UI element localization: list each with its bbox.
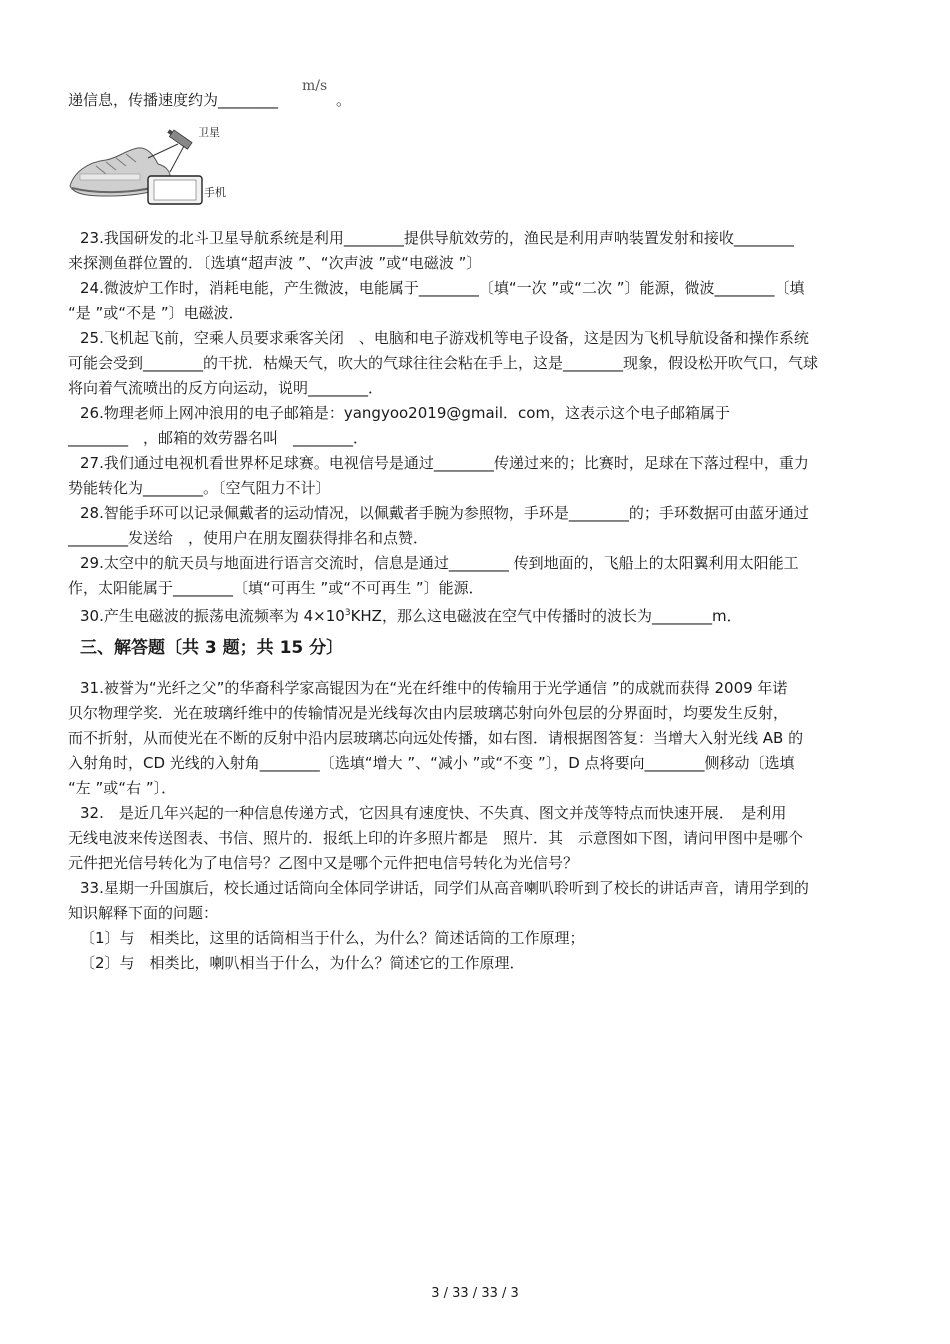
question-line: 而不折射，从而使光在不断的反射中沿内层玻璃芯向远处传播，如右图．请根据图答复：当增大入射光线 AB 的 <box>68 729 804 747</box>
question-line: 25.飞机起飞前，空乘人员要求乘客关闭 、电脑和电子游戏机等电子设备，这是因为飞机导航设备和操作系统 <box>80 329 809 347</box>
question-line: 〔1〕与 相类比，这里的话筒相当于什么，为什么？简述话筒的工作原理； <box>80 929 585 947</box>
question-line: 31.被誉为“光纤之父”的华裔科学家高锟因为在“光在纤维中的传输用于光学通信 ”的成就而获得 2009 年诺 <box>80 679 788 697</box>
question-line: 28.智能手环可以记录佩戴者的运动情况，以佩戴者手腕为参照物，手环是________的；手环数据可由蓝牙通过 <box>80 504 809 522</box>
question-line: 29.太空中的航天员与地面进行语言交流时，信息是通过________ 传到地面的，飞船上的太阳翼利用太阳能工 <box>80 554 799 572</box>
question-line: 入射角时，CD 光线的入射角________〔选填“增大 ”、“减小 ”或“不变 ”〕，D 点将要向________侧移动〔选填 <box>68 754 795 772</box>
page-number: 3 / 33 / 33 / 3 <box>431 1286 519 1301</box>
satellite-label: 卫星 <box>198 126 220 139</box>
question-line: “是 ”或“不是 ”〕电磁波． <box>68 304 244 322</box>
question-line: 可能会受到________的干扰．枯燥天气，吹大的气球往往会粘在手上，这是________现象，假设松开吹气口，气球 <box>68 354 819 372</box>
question-line: 知识解释下面的问题： <box>68 904 219 922</box>
question-22-end: 。 <box>336 91 352 109</box>
question-line: 33.星期一升国旗后，校长通过话筒向全体同学讲话，同学们从高音喇叭聆听到了校长的讲话声音，请用学到的 <box>80 879 809 897</box>
speed-unit: m/s <box>302 78 328 94</box>
question-line: ________发送给 ，使用户在朋友圈获得排名和点赞． <box>68 529 429 547</box>
question-22-tail <box>68 88 278 112</box>
question-line: 〔2〕与 相类比，喇叭相当于什么，为什么？简述它的工作原理． <box>80 954 525 972</box>
shoe-satellite-phone-figure <box>66 122 232 208</box>
question-line: 32. 是近几年兴起的一种信息传递方式，它因具有速度快、不失真、图文并茂等特点而快速开展． 是利用 <box>80 804 787 822</box>
question-30 <box>80 601 742 628</box>
question-line: 元件把光信号转化为了电信号？乙图中又是哪个元件把电信号转化为光信号？ <box>68 854 579 872</box>
question-line: 贝尔物理学奖．光在玻璃纤维中的传输情况是光线每次由内层玻璃芯射向外包层的分界面时，均要发生反射， <box>68 704 789 722</box>
exponent: 3 <box>344 608 351 618</box>
question-line: 来探测鱼群位置的．〔选填“超声波 ”、“次声波 ”或“电磁波 ”〕 <box>68 254 482 272</box>
question-line: 无线电波来传送图表、书信、照片的．报纸上印的许多照片都是 照片．其 示意图如下图，请问甲图中是哪个 <box>68 829 804 847</box>
question-30-a: 30.产生电磁波的振荡电流频率为 4×10 <box>80 607 345 625</box>
section-title: 三、解答题〔共 3 题；共 15 分〕 <box>80 638 344 658</box>
phone-label: 手机 <box>204 186 226 199</box>
question-line: 势能转化为________。〔空气阻力不计〕 <box>68 479 331 497</box>
question-line: 作，太阳能属于________〔填“可再生 ”或“不可再生 ”〕能源． <box>68 579 484 597</box>
question-22-text: 递信息，传播速度约为________ <box>68 91 279 109</box>
question-line: 24.微波炉工作时，消耗电能，产生微波，电能属于________〔填“一次 ”或“二次 ”〕能源，微波________〔填 <box>80 279 805 297</box>
question-line: 23.我国研发的北斗卫星导航系统是利用________提供导航效劳的，渔民是利用声呐装置发射和接收________ <box>80 229 794 247</box>
question-line: 27.我们通过电视机看世界杯足球赛。电视信号是通过________传递过来的；比赛时，足球在下落过程中，重力 <box>80 454 809 472</box>
question-line: ________ ，邮箱的效劳器名叫 ________． <box>68 429 369 447</box>
question-line: 26.物理老师上网冲浪用的电子邮箱是：yangyoo2019@gmail．com，这表示这个电子邮箱属于 <box>80 404 731 422</box>
question-line: “左 ”或“右 ”〕． <box>68 779 177 797</box>
question-line: 将向着气流喷出的反方向运动，说明________． <box>68 379 384 397</box>
question-30-b: KHZ，那么这电磁波在空气中传播时的波长为________m． <box>350 607 742 625</box>
